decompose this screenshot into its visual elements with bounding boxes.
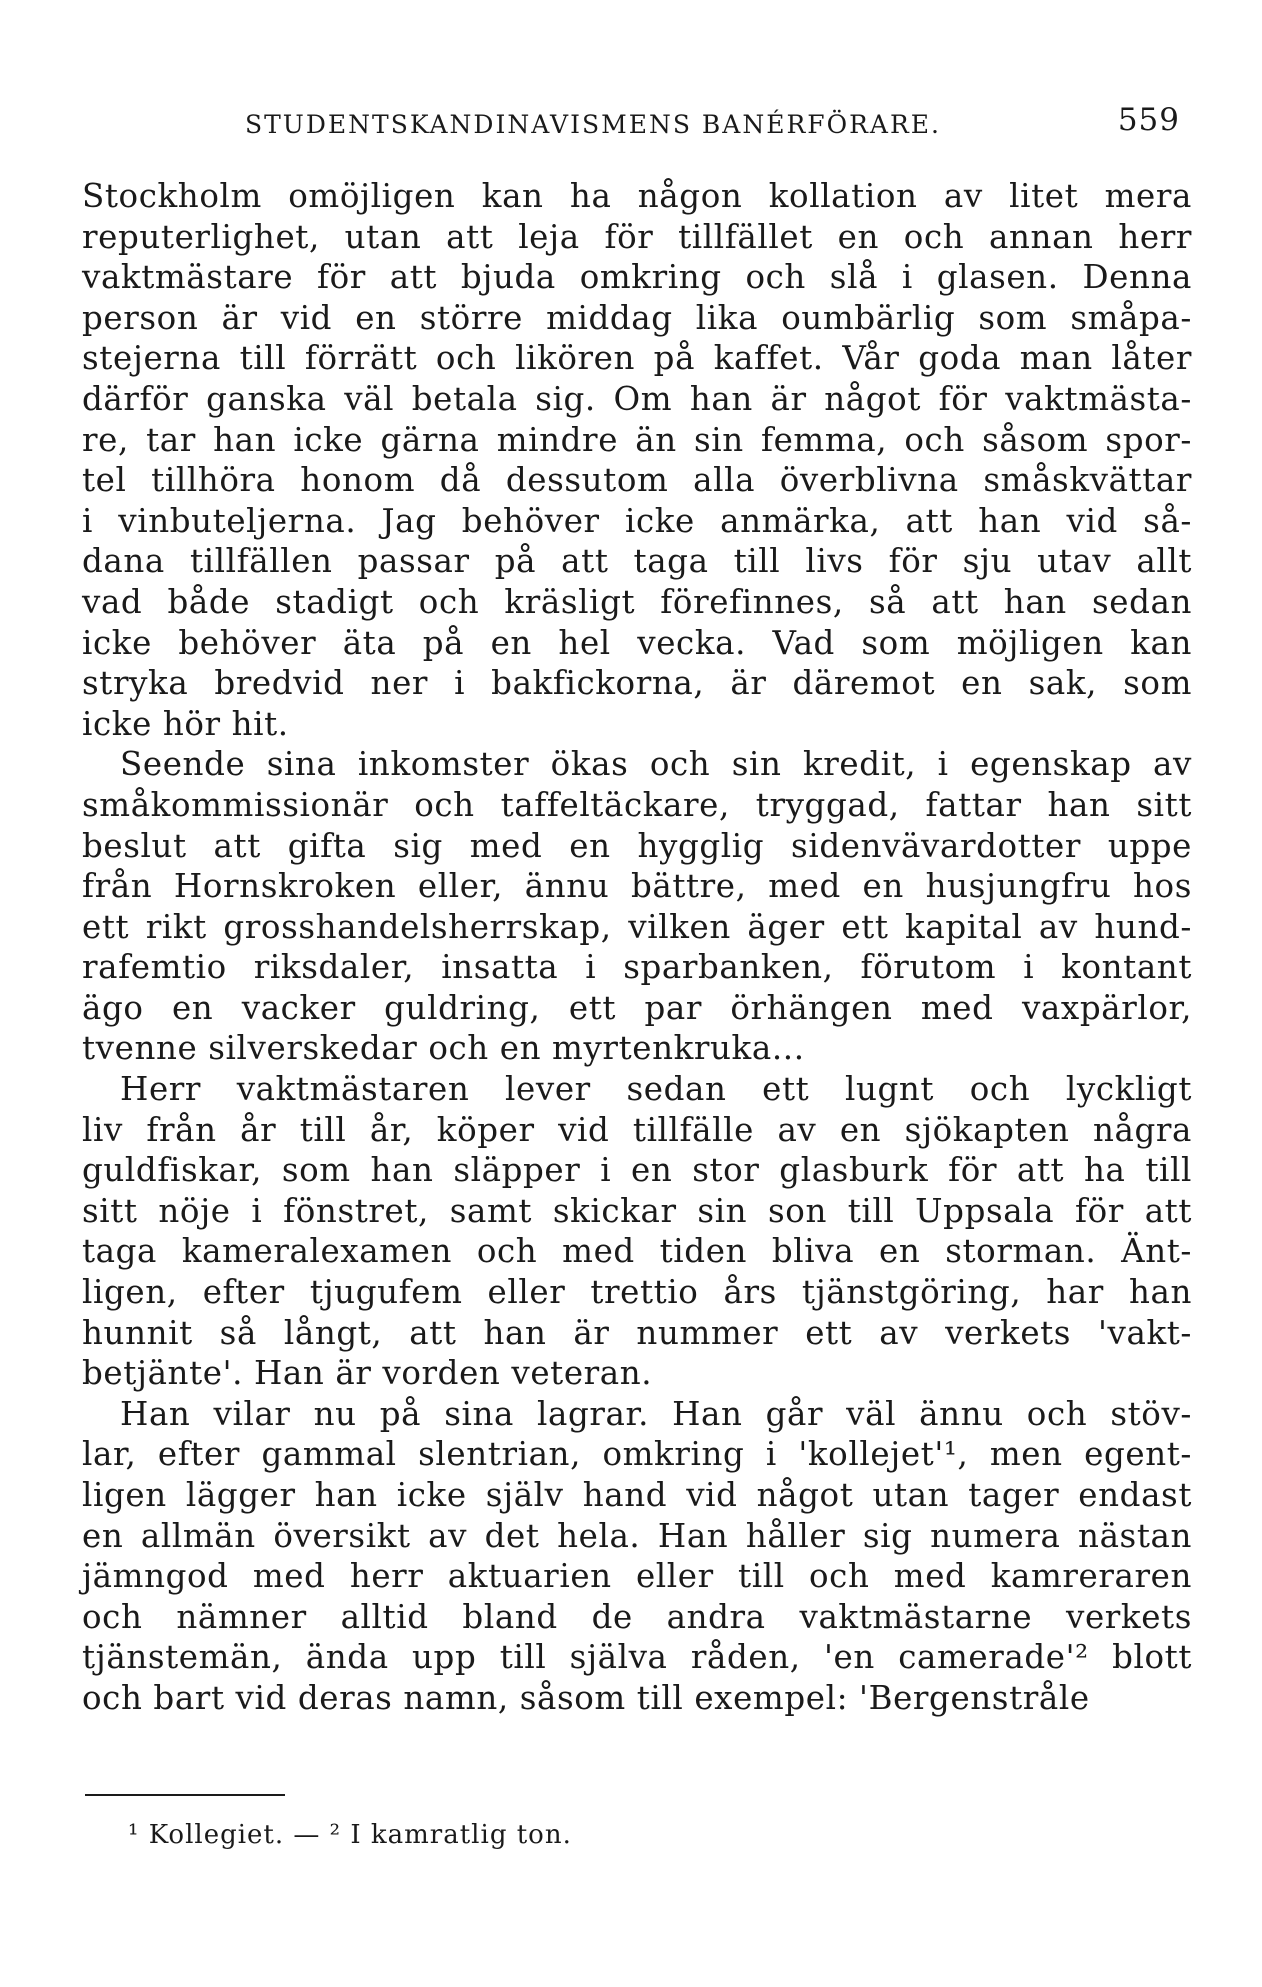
text-line: beslut att gifta sig med en hygglig sidenvävardotter uppe — [82, 826, 1192, 865]
text-line: i vinbuteljerna. Jag behöver icke anmärka, att han vid så- — [82, 501, 1192, 540]
text-line: därför ganska väl betala sig. Om han är något för vaktmästa- — [82, 379, 1192, 418]
text-line: ett rikt grosshandelsherrskap, vilken äger ett kapital av hund- — [82, 907, 1192, 946]
text-line: tvenne silverskedar och en myrtenkruka... — [82, 1029, 805, 1068]
text-line: Herr vaktmästaren lever sedan ett lugnt och lyckligt — [120, 1070, 1192, 1109]
text-line: vaktmästare för att bjuda omkring och slå i glasen. Denna — [82, 258, 1192, 297]
text-line: och bart vid deras namn, såsom till exempel: 'Bergenstråle — [82, 1678, 1090, 1717]
body-text — [82, 176, 1192, 1719]
text-line: stejerna till förrätt och likören på kaffet. Vår goda man låter — [82, 339, 1192, 378]
text-line: stryka bredvid ner i bakfickorna, är däremot en sak, som — [82, 664, 1192, 703]
text-line: en allmän översikt av det hela. Han håller sig numera nästan — [82, 1516, 1192, 1555]
text-line: icke hör hit. — [82, 704, 289, 743]
text-line: Han vilar nu på sina lagrar. Han går väl ännu och stöv- — [120, 1394, 1192, 1433]
text-line: rafemtio riksdaler, insatta i sparbanken, förutom i kontant — [82, 948, 1192, 987]
text-line: guldfiskar, som han släpper i en stor glasburk för att ha till — [82, 1151, 1192, 1190]
footnote-rule — [85, 1794, 285, 1796]
running-head — [245, 102, 1180, 142]
text-line: betjänte'. Han är vorden veteran. — [82, 1354, 653, 1393]
text-line: lar, efter gammal slentrian, omkring i 'kollejet'¹, men egent- — [82, 1435, 1192, 1474]
text-line: hunnit så långt, att han är nummer ett av verkets 'vakt- — [82, 1313, 1192, 1352]
page-number: 559 — [1117, 102, 1180, 138]
text-line: från Hornskroken eller, ännu bättre, med en husjungfru hos — [82, 867, 1192, 906]
running-title: STUDENTSKANDINAVISMENS BANÉRFÖRARE. — [245, 110, 942, 139]
text-line: Stockholm omöjligen kan ha någon kollation av litet mera — [82, 177, 1192, 215]
text-line: taga kameralexamen och med tiden bliva en storman. Änt- — [82, 1232, 1192, 1271]
text-line: jämngod med herr aktuarien eller till och med kamreraren — [82, 1557, 1192, 1596]
text-line: vad både stadigt och kräsligt förefinnes, så att han sedan — [82, 582, 1192, 621]
text-line: småkommissionär och taffeltäckare, tryggad, fattar han sitt — [82, 785, 1192, 824]
text-line: tjänstemän, ända upp till själva råden, 'en camerade'² blott — [82, 1638, 1192, 1677]
footnotes: ¹ Kollegiet. — ² I kamratlig ton. — [128, 1820, 572, 1850]
text-line: tel tillhöra honom då dessutom alla överblivna småskvättar — [82, 461, 1192, 500]
text-line: sitt nöje i fönstret, samt skickar sin son till Uppsala för att — [82, 1191, 1192, 1230]
text-line: ägo en vacker guldring, ett par örhängen med vaxpärlor, — [82, 988, 1192, 1027]
text-line: dana tillfällen passar på att taga till livs för sju utav allt — [82, 542, 1192, 581]
text-line: icke behöver äta på en hel vecka. Vad som möjligen kan — [82, 623, 1192, 662]
text-line: reputerlighet, utan att leja för tillfället en och annan herr — [82, 217, 1192, 256]
text-line: ligen lägger han icke själv hand vid något utan tager endast — [82, 1476, 1192, 1514]
text-line: ligen, efter tjugufem eller trettio års tjänstgöring, har han — [82, 1273, 1192, 1312]
text-line: person är vid en större middag lika oumbärlig som småpa- — [82, 298, 1192, 337]
text-line: re, tar han icke gärna mindre än sin femma, och såsom spor- — [82, 420, 1192, 459]
text-line: Seende sina inkomster ökas och sin kredit, i egenskap av — [120, 745, 1192, 784]
text-line: liv från år till år, köper vid tillfälle av en sjökapten några — [82, 1110, 1192, 1149]
text-line: och nämner alltid bland de andra vaktmästarne verkets — [82, 1597, 1192, 1636]
